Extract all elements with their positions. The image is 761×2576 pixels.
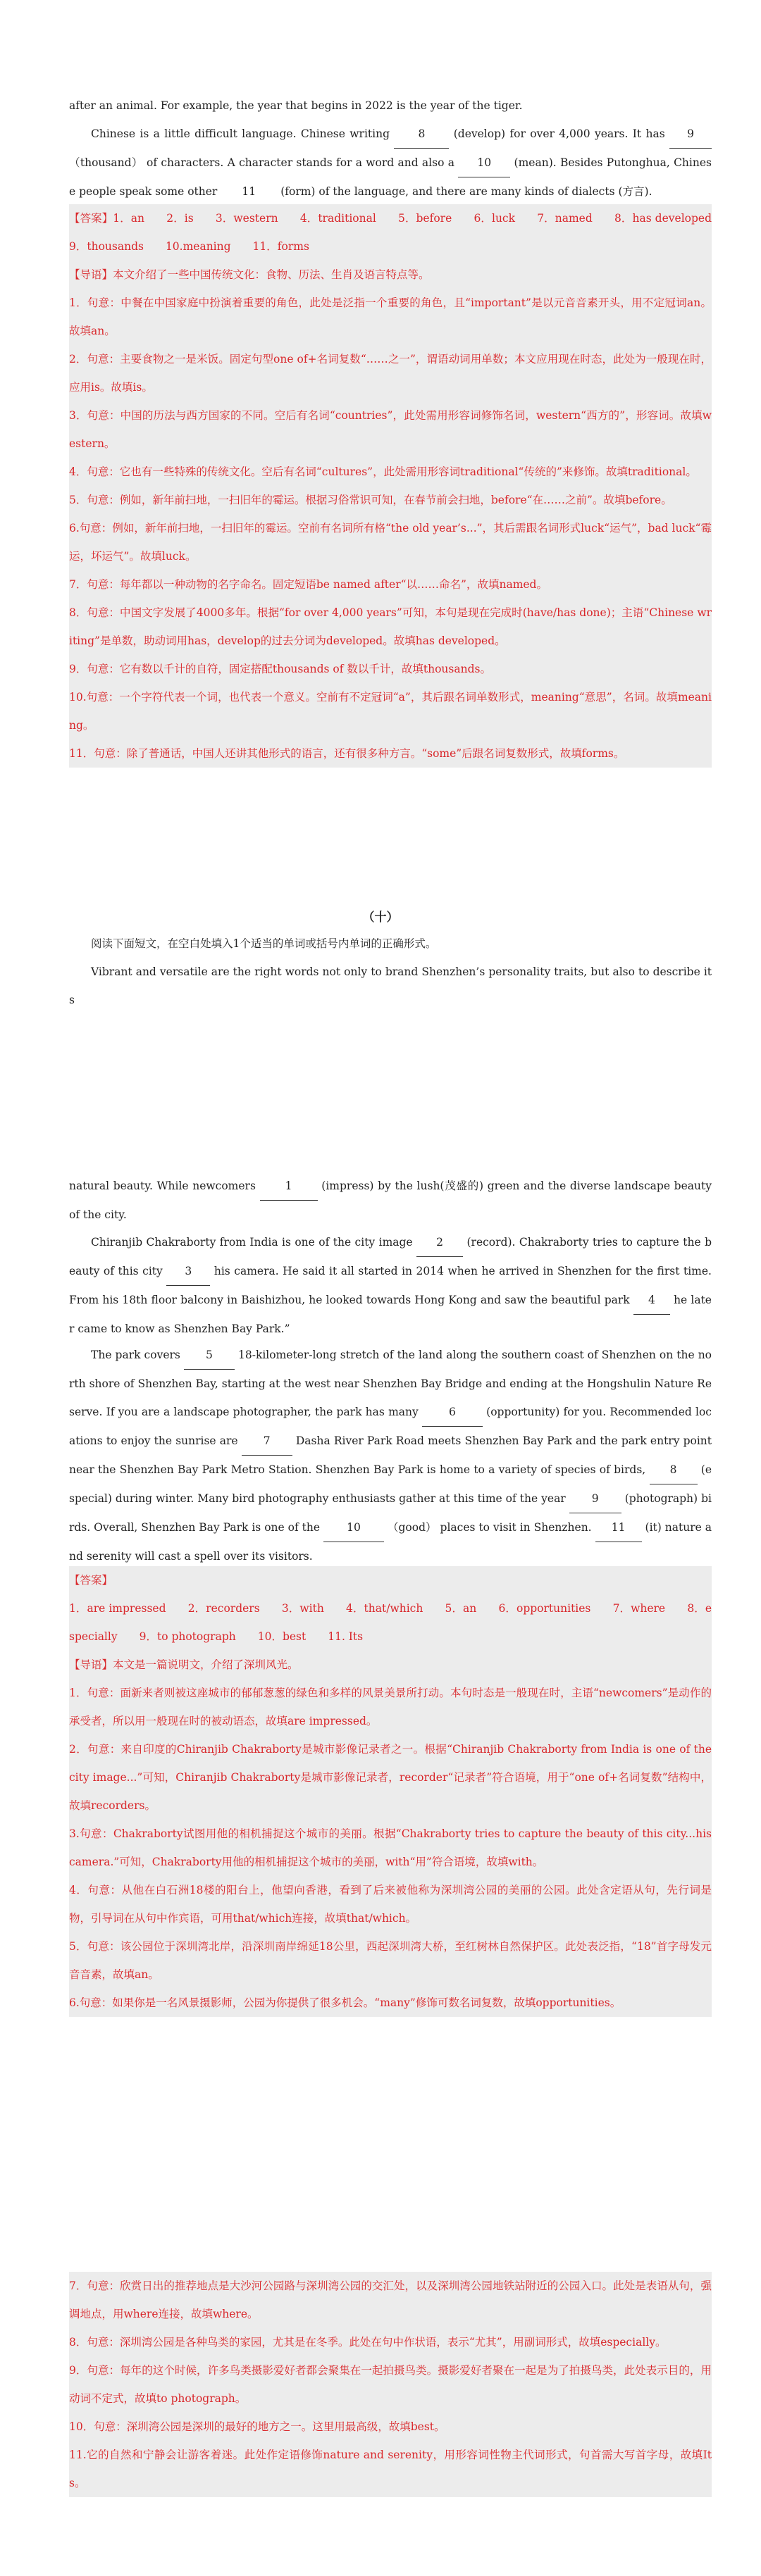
blank[interactable]: 2 bbox=[416, 1228, 463, 1257]
answer-line: 【答案】1．an 2．is 3．western 4．traditional 5．before 6．luck 7．named 8．has developed 9．thousands 10.meaning 11．forms bbox=[69, 212, 734, 253]
explanation: 9．句意：每年的这个时候，许多鸟类摄影爱好者都会聚集在一起拍摄鸟类。摄影爱好者聚在一起是为了拍摄鸟类，此处表示目的，用动词不定式，故填to photograph。 bbox=[69, 2364, 712, 2405]
answer-label: 【答案】 bbox=[69, 1574, 113, 1587]
explanation: 8．句意：中国文字发展了4000多年。根据“for over 4,000 years”可知，本句是现在完成时(have/has done)；主语“Chinese writing”是单数，助动词用has，develop的过去分词为developed。故填has developed。 bbox=[69, 606, 712, 647]
passage-paragraph: Vibrant and versatile are the right words not only to brand Shenzhen’s personality traits, but also to describe its bbox=[69, 965, 712, 1006]
blank[interactable]: 10 bbox=[323, 1513, 384, 1542]
explanation: 9．句意：它有数以千计的自符，固定搭配thousands of 数以千计，故填thousands。 bbox=[69, 663, 491, 675]
explanation: 3．句意：中国的历法与西方国家的不同。空后有名词“countries”，此处需用形容词修饰名词，western“西方的”，形容词。故填western。 bbox=[69, 409, 712, 450]
explanation: 3.句意：Chakraborty试图用他的相机捕捉这个城市的美丽。根据“Chakraborty tries to capture the beauty of this city...his camera.”可知，Chakraborty用他的相机捕捉这个城市的美丽，with“用”符合语境，故填with。 bbox=[69, 1827, 712, 1868]
guide-line: 【导语】本文是一篇说明文，介绍了深圳风光。 bbox=[69, 1658, 299, 1671]
explanation: 6.句意：如果你是一名风景摄影师，公园为你提供了很多机会。“many”修饰可数名词复数，故填opportunities。 bbox=[69, 1996, 621, 2009]
blank[interactable]: 11 bbox=[595, 1513, 642, 1542]
section-title: （十） bbox=[362, 911, 399, 925]
passage-paragraph: The park covers 5 18-kilometer-long stretch of the land along the southern coast of Shenzhen on the north shore of Shenzhen Bay, starting at the west near Shenzhen Bay Bridge and ending at the Hongshulin Nature Reserve. If you are a landscape photographer, the park has many 6 (opportunity) for you. Recommended locations to enjoy the sunrise are 7 Dasha River Park Road meets Shenzhen Bay Park and the park entry point near the Shenzhen Bay Park Metro Station. Shenzhen Bay Park is home to a variety of species of birds, 8 (especial) during winter. Many bird photography enthusiasts gather at this time of the year 9 (photograph) birds. Overall, Shenzhen Bay Park is one of the 10 （good） places to visit in Shenzhen. 11 (it) nature and serenity will cast a spell over its visitors. bbox=[69, 1341, 712, 1570]
blank[interactable]: 5 bbox=[184, 1341, 235, 1370]
guide-line: 【导语】本文介绍了一些中国传统文化：食物、历法、生肖及语言特点等。 bbox=[69, 268, 430, 281]
explanation: 10．句意：深圳湾公园是深圳的最好的地方之一。这里用最高级，故填best。 bbox=[69, 2420, 445, 2433]
blank[interactable]: 7 bbox=[242, 1427, 292, 1456]
explanation: 4．句意：从他在白石洲18楼的阳台上，他望向香港，看到了后来被他称为深圳湾公园的美丽的公园。此处含定语从句，先行词是物，引导词在从句中作宾语，可用that/which连接，故填that/which。 bbox=[69, 1884, 712, 1925]
passage-paragraph: after an animal. For example, the year that begins in 2022 is the year of the tiger. bbox=[69, 99, 523, 112]
blank[interactable]: 3 bbox=[166, 1257, 210, 1286]
explanation: 6.句意：例如，新年前扫地，一扫旧年的霉运。空前有名词所有格“the old year’s...”，其后需跟名词形式luck“运气”，bad luck“霉运，坏运气”。故填luck。 bbox=[69, 522, 712, 563]
answer-key-continued bbox=[69, 2272, 712, 2497]
explanation: 5．句意：该公园位于深圳湾北岸，沿深圳南岸绵延18公里，西起深圳湾大桥，至红树林自然保护区。此处表泛指，“18”首字母发元音音素，故填an。 bbox=[69, 1940, 712, 1981]
explanation: 7．句意：欣赏日出的推荐地点是大沙河公园路与深圳湾公园的交汇处，以及深圳湾公园地铁站附近的公园入口。此处是表语从句，强调地点，用where连接，故填where。 bbox=[69, 2280, 712, 2320]
blank[interactable]: 11 bbox=[221, 177, 277, 206]
blank[interactable]: 6 bbox=[422, 1398, 483, 1427]
explanation: 1．句意：面新来者则被这座城市的郁郁葱葱的绿色和多样的风景美景所打动。本句时态是一般现在时，主语“newcomers”是动作的承受者，所以用一般现在时的被动语态，故填are impressed。 bbox=[69, 1687, 712, 1727]
explanation: 10.句意：一个字符代表一个词，也代表一个意义。空前有不定冠词“a”，其后跟名词单数形式，meaning“意思”，名词。故填meaning。 bbox=[69, 691, 712, 732]
blank[interactable]: 4 bbox=[633, 1286, 670, 1315]
explanation: 2．句意：主要食物之一是米饭。固定句型one of+名词复数“……之一”，谓语动词用单数；本文应用现在时态，此处为一般现在时，应用is。故填is。 bbox=[69, 353, 712, 394]
explanation: 11．句意：除了普通话，中国人还讲其他形式的语言，还有很多种方言。“some”后跟名词复数形式，故填forms。 bbox=[69, 747, 625, 760]
passage-paragraph: Chinese is a little difficult language. Chinese writing 8 (develop) for over 4,000 years. It has 9 （thousand） of characters. A character stands for a word and also a 10 (mean). Besides Putonghua, Chinese people speak some other 11 (form) of the language, and there are many kinds of dialects (方言). bbox=[69, 120, 712, 206]
blank[interactable]: 9 bbox=[569, 1484, 621, 1513]
explanation: 5．句意：例如，新年前扫地，一扫旧年的霉运。根据习俗常识可知，在春节前会扫地，before“在……之前”。故填before。 bbox=[69, 494, 672, 506]
answer-key bbox=[69, 204, 734, 768]
answer-line: 1．are impressed 2．recorders 3．with 4．that/which 5．an 6．opportunities 7．where 8．especially 9．to photograph 10．best 11. Its bbox=[69, 1602, 712, 1643]
passage-paragraph: natural beauty. While newcomers 1 (impress) by the lush(茂盛的) green and the diverse landscape beauty of the city. bbox=[69, 1172, 712, 1229]
explanation: 4．句意：它也有一些特殊的传统文化。空后有名词“cultures”，此处需用形容词traditional“传统的”来修饰。故填traditional。 bbox=[69, 465, 697, 478]
blank[interactable]: 8 bbox=[650, 1456, 698, 1484]
blank[interactable]: 9 bbox=[669, 120, 712, 149]
explanation: 8．句意：深圳湾公园是各种鸟类的家园，尤其是在冬季。此处在句中作状语，表示“尤其”，用副词形式，故填especially。 bbox=[69, 2336, 667, 2349]
explanation: 7．句意：每年都以一种动物的名字命名。固定短语be named after“以……命名”，故填named。 bbox=[69, 578, 547, 591]
blank[interactable]: 1 bbox=[260, 1172, 318, 1201]
instruction: 阅读下面短文，在空白处填入1个适当的单词或括号内单词的正确形式。 bbox=[91, 937, 437, 950]
explanation: 11.它的自然和宁静会让游客着迷。此处作定语修饰nature and serenity，用形容词性物主代词形式，句首需大写首字母，故填Its。 bbox=[69, 2449, 712, 2489]
explanation: 1．句意：中餐在中国家庭中扮演着重要的角色，此处是泛指一个重要的角色，且“important”是以元音音素开头，用不定冠词an。故填an。 bbox=[69, 296, 712, 337]
blank[interactable]: 10 bbox=[458, 149, 510, 177]
answer-key bbox=[69, 1566, 712, 2017]
explanation: 2．句意：来自印度的Chiranjib Chakraborty是城市影像记录者之一。根据“Chiranjib Chakraborty from India is one of the city image...”可知，Chiranjib Chakraborty是城市影像记录者，recorder“记录者”符合语境，用于“one of+名词复数”结构中，故填recorders。 bbox=[69, 1743, 712, 1812]
passage-paragraph: Chiranjib Chakraborty from India is one of the city image 2 (record). Chakraborty tries to capture the beauty of this city 3 his camera. He said it all started in 2014 when he arrived in Shenzhen for the first time. From his 18th floor balcony in Baishizhou, he looked towards Hong Kong and saw the beautiful park 4 he later came to know as Shenzhen Bay Park.” bbox=[69, 1228, 712, 1343]
blank[interactable]: 8 bbox=[394, 120, 449, 149]
